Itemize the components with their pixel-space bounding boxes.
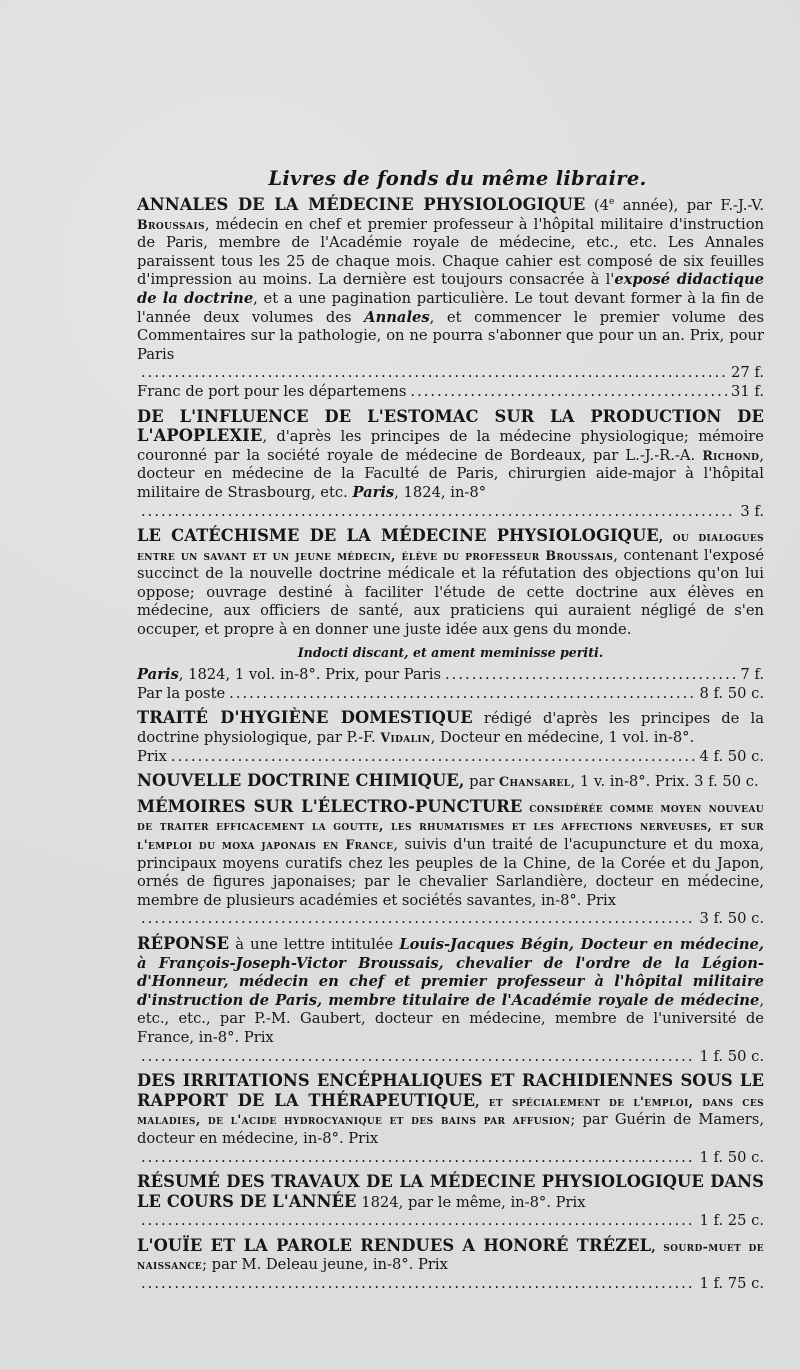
entry-title: ANNALES DE LA MÉDECINE PHYSIOLOGIQUE bbox=[137, 195, 586, 214]
entry-title: NOUVELLE DOCTRINE CHIMIQUE, bbox=[137, 771, 465, 791]
price: 31 f. bbox=[731, 382, 764, 400]
entry-title: LE CATÉCHISME DE LA MÉDECINE PHYSIOLOGIQUE bbox=[137, 526, 659, 546]
author-name: Broussais bbox=[137, 216, 205, 232]
entry-title: RÉSUMÉ DES TRAVAUX DE LA MÉDECINE PHYSIOLOGIQUE DANS LE COURS DE L'ANNÉE bbox=[137, 1172, 764, 1211]
price-row bbox=[137, 503, 764, 522]
entry-text: L'OUÏE ET LA PAROLE RENDUES A HONORÉ TRÉZEL, sourd-muet de naissance; par M. Deleau jeune, in-8°. Prix bbox=[137, 1235, 764, 1274]
entry-title: RÉPONSE bbox=[137, 933, 230, 953]
price: 27 f. bbox=[731, 364, 764, 382]
price: 8 f. 50 c. bbox=[699, 684, 764, 702]
entry-text: MÉMOIRES SUR L'ÉLECTRO-PUNCTURE considérée comme moyen nouveau de traiter efficacement la goutte, les rhumatismes et les affections nerveuses, et sur l'emploi du moxa japonais en France, suivis d'un traité de l'acupuncture et du moxa, principaux moyens curatifs chez les peuples de la Chine, de la Corée et du Japon, ornés de figures japonaises; par le chevalier Sarlandière, docteur en médecine, membre de plusieurs académies et sociétés savantes, in-8°. Prix bbox=[137, 796, 764, 909]
entry-title: DE L'INFLUENCE DE L'ESTOMAC SUR LA PRODUCTION DE L'APOPLEXIE bbox=[137, 406, 764, 446]
entry-text: DES IRRITATIONS ENCÉPHALIQUES ET RACHIDIENNES SOUS LE RAPPORT DE LA THÉRAPEUTIQUE, et spécialement de l'emploi, dans ces maladies, de l'acide hydrocyanique et des bains par affusion; par Guérin de Mamers, docteur en médecine, in-8°. Prix bbox=[137, 1071, 764, 1147]
entry-text: RÉSUMÉ DES TRAVAUX DE LA MÉDECINE PHYSIOLOGIQUE DANS LE COURS DE L'ANNÉE 1824, par le même, in-8°. Prix bbox=[137, 1172, 764, 1211]
epigraph: Indocti discant, et ament meminisse periti. bbox=[297, 644, 604, 660]
price-row bbox=[137, 364, 764, 383]
catalogue-entry-hygiene bbox=[137, 709, 764, 766]
price: 1 f. 50 c. bbox=[699, 1148, 764, 1166]
catalogue-entry-irritations bbox=[137, 1072, 764, 1167]
entry-text: DE L'INFLUENCE DE L'ESTOMAC SUR LA PRODUCTION DE L'APOPLEXIE, d'après les principes de la médecine physiologique; mémoire couronné par la société royale de médecine de Bordeaux, par L.-J.-R.-A. Richond, docteur en médecine de la Faculté de Paris, chirurgien aide-major à l'hôpital militaire de Strasbourg, etc. Paris, 1824, in-8° bbox=[137, 406, 764, 501]
entry-title: TRAITÉ D'HYGIÈNE DOMESTIQUE bbox=[137, 708, 473, 728]
catalogue-entry-resume bbox=[137, 1173, 764, 1231]
catalogue-entry-reponse bbox=[137, 935, 764, 1066]
price: 4 f. 50 c. bbox=[699, 747, 764, 765]
author-name: Richond bbox=[702, 447, 760, 463]
entry-text: RÉPONSE à une lettre intitulée Louis-Jacques Bégin, Docteur en médecine, à François-Joseph-Victor Broussais, chevalier de l'ordre de la Légion-d'Honneur, médecin en chef et premier professeur à l'hôpital militaire d'instruction de Paris, membre titulaire de l'Académie royale de médecine, etc., etc., par P.-M. Gaubert, docteur en médecine, membre de l'université de France, in-8°. Prix bbox=[137, 933, 764, 1046]
price-row bbox=[137, 1212, 764, 1231]
price-row bbox=[137, 910, 764, 929]
catalogue-entry-influence bbox=[137, 408, 764, 522]
price-row bbox=[137, 1275, 764, 1294]
entry-text: LE CATÉCHISME DE LA MÉDECINE PHYSIOLOGIQUE, ou dialogues entre un savant et un jeune médecin, élève du professeur Broussais, contenant l'exposé succinct de la nouvelle doctrine médicale et la réfutation des objections qu'on lui oppose; ouvrage destiné à faciliter l'étude de cette doctrine aux élèves en médecine, aux officiers de santé, aux praticiens qui auraient négligé de s'en occuper, et propre à en donner une juste idée aux gens du monde. bbox=[137, 526, 765, 639]
catalogue-entry-catechisme bbox=[137, 527, 764, 703]
catalogue-entry-ouie bbox=[137, 1237, 764, 1294]
entry-text: TRAITÉ D'HYGIÈNE DOMESTIQUE rédigé d'après les principes de la doctrine physiologique, par P.-F. Vidalin, Docteur en médecine, 1 vol. in-8°. bbox=[137, 708, 764, 747]
price-row: Prix ..... 4 f. 50 c. bbox=[137, 748, 764, 767]
price: 1 f. 25 c. bbox=[699, 1212, 764, 1230]
price: 3 f. 50 c. bbox=[699, 910, 764, 928]
catalogue-entry-chimique bbox=[137, 772, 764, 792]
price-row: Paris , 1824, 1 vol. in-8°. Prix, pour Paris ..... 7 f. bbox=[137, 666, 764, 685]
price: 3 f. bbox=[740, 502, 764, 520]
price: 1 f. 50 c. bbox=[699, 1047, 764, 1065]
price-row: Franc de port pour les départemens ..... 31 f. bbox=[137, 383, 764, 402]
entry-title: DES IRRITATIONS ENCÉPHALIQUES ET RACHIDIENNES SOUS LE RAPPORT DE LA THÉRAPEUTIQUE bbox=[137, 1071, 764, 1110]
entry-text: ANNALES DE LA MÉDECINE PHYSIOLOGIQUE (4e année), par F.-J.-V. Broussais, médecin en chef et premier professeur à l'hôpital militaire d'instruction de Paris, membre de l'Académie royale de médecine, etc., etc. Les Annales paraissent tous les 25 de chaque mois. Chaque cahier est composé de six feuilles d'impression au moins. La dernière est toujours consacrée à l'exposé didactique de la doctrine, et a une pagination particulière. Le tout devant former à la fin de l'année deux volumes des Annales, et commencer le premier volume des Commentaires sur la pathologie, on ne pourra s'abonner que pour un an. Prix, pour Paris bbox=[137, 195, 764, 363]
price-row bbox=[137, 1149, 764, 1168]
author-name: Vidalin bbox=[380, 730, 431, 746]
price: 7 f. bbox=[740, 666, 764, 684]
author-name: Chansarel bbox=[499, 774, 571, 790]
page-heading: Livres de fonds du même libraire. bbox=[268, 167, 647, 190]
entry-title: MÉMOIRES SUR L'ÉLECTRO-PUNCTURE bbox=[137, 796, 523, 816]
catalogue-list bbox=[137, 166, 764, 1300]
price: 1 f. 75 c. bbox=[699, 1275, 764, 1293]
entry-title: L'OUÏE ET LA PAROLE RENDUES A HONORÉ TRÉZEL bbox=[137, 1235, 652, 1255]
entry-text: NOUVELLE DOCTRINE CHIMIQUE, par Chansarel, 1 v. in-8°. Prix. 3 f. 50 c. bbox=[137, 771, 759, 791]
price-row: Par la poste ..... 8 f. 50 c. bbox=[137, 685, 764, 704]
catalogue-entry-annales bbox=[137, 196, 764, 402]
catalogue-entry-electro-puncture bbox=[137, 798, 764, 929]
price-row bbox=[137, 1048, 764, 1067]
